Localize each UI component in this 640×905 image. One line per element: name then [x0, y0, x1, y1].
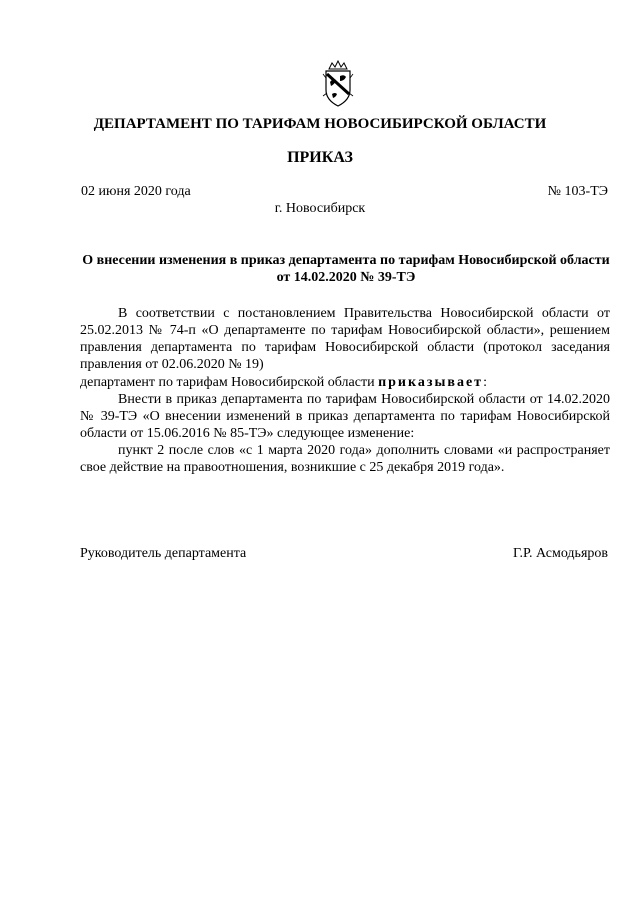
document-type: ПРИКАЗ [287, 149, 353, 166]
decree-line [80, 374, 610, 391]
amendment-paragraph: Внести в приказ департамента по тарифам Новосибирской области от 14.02.2020 № 39-ТЭ «О внесении изменений в приказ департамента по тарифам Новосибирской области от 15.06.2016 № 85-ТЭ» следующее изменение: [80, 392, 610, 441]
amendment-detail-paragraph: пункт 2 после слов «с 1 марта 2020 года» дополнить словами «и распространяет свое действие на правоотношения, возникшие с 25 декабря 2019 года». [80, 443, 610, 475]
signatory-name: Г.Р. Асмодьяров [512, 546, 608, 561]
decree-line-suffix: : [483, 375, 487, 390]
city-name: г. Новосибирск [274, 201, 366, 216]
department-title: ДЕПАРТАМЕНТ ПО ТАРИФАМ НОВОСИБИРСКОЙ ОБЛАСТИ [93, 116, 547, 132]
preamble-paragraph: В соответствии с постановлением Правительства Новосибирской области от 25.02.2013 № 74-п «О департаменте по тарифам Новосибирской области», решением правления департамента по тарифам Новосибирской области (протокол заседания правления от 02.06.2020 № 19) [80, 306, 610, 372]
order-date: 02 июня 2020 года [81, 184, 191, 199]
decree-line-prefix: департамент по тарифам Новосибирской области [80, 375, 379, 390]
decree-keyword: приказывает [378, 375, 484, 390]
signatory-role: Руководитель департамента [80, 546, 247, 561]
novosibirsk-coat-of-arms-icon [320, 60, 356, 108]
order-subject: О внесении изменения в приказ департамента по тарифам Новосибирской области от 14.02.2020 № 39-ТЭ [82, 253, 610, 285]
order-number: № 103-ТЭ [547, 184, 608, 199]
